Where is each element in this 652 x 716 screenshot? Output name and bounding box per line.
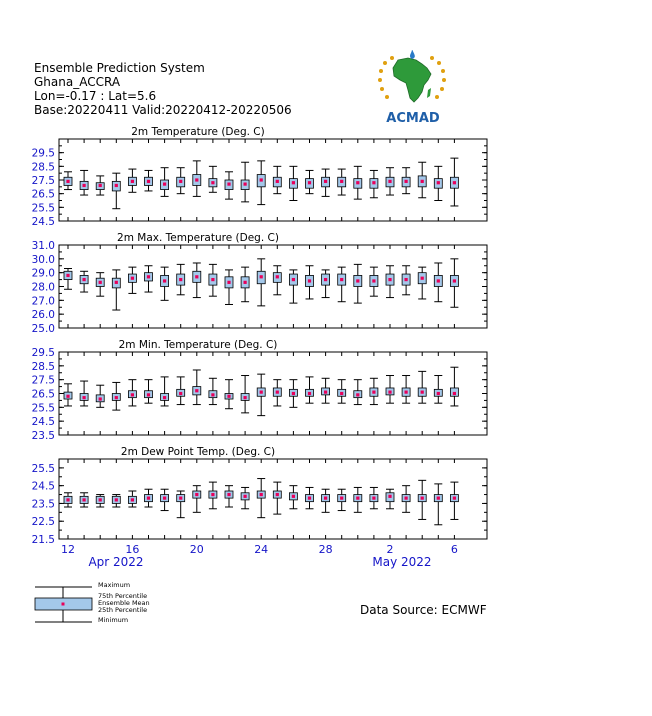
mean-marker [179, 392, 182, 395]
chart-title: 2m Temperature (Deg. C) [131, 126, 265, 138]
mean-marker [421, 180, 424, 183]
box-2022-04-25 [273, 380, 281, 406]
box-2022-04-27 [306, 170, 314, 193]
month-label: May 2022 [372, 555, 432, 569]
y-tick-label: 23.5 [31, 498, 55, 511]
box-2022-04-23 [241, 162, 249, 202]
mean-marker [276, 180, 279, 183]
box-2022-04-28 [322, 489, 330, 512]
box-2022-04-17 [145, 380, 153, 404]
mean-marker [195, 493, 198, 496]
mean-marker [195, 178, 198, 181]
box-2022-04-14 [96, 495, 104, 507]
box-2022-04-20 [193, 263, 201, 298]
mean-marker [340, 278, 343, 281]
mean-marker [372, 279, 375, 282]
mean-marker [388, 180, 391, 183]
mean-marker [340, 497, 343, 500]
mean-marker [292, 495, 295, 498]
y-tick-label: 28.0 [31, 281, 55, 294]
mean-marker [83, 184, 86, 187]
box-2022-05-02 [386, 266, 394, 298]
box-2022-05-02 [386, 489, 394, 509]
box-2022-05-03 [402, 486, 410, 513]
mean-marker [260, 275, 263, 278]
mean-marker [260, 493, 263, 496]
box-2022-04-22 [225, 270, 233, 305]
mean-marker [244, 183, 247, 186]
mean-marker [276, 493, 279, 496]
legend-graphic [35, 587, 92, 622]
system-title: Ensemble Prediction System [34, 61, 205, 75]
box-2022-04-14 [96, 176, 104, 195]
box-2022-04-12 [64, 172, 72, 190]
box-2022-04-30 [354, 264, 362, 303]
x-tick-label: 24 [254, 543, 269, 556]
mean-marker [83, 396, 86, 399]
mean-marker [211, 393, 214, 396]
mean-marker [147, 497, 150, 500]
mean-marker [115, 498, 118, 501]
mean-marker [276, 391, 279, 394]
y-tick-label: 23.5 [31, 430, 55, 442]
box-2022-04-16 [128, 380, 136, 406]
box-2022-04-20 [193, 486, 201, 513]
mean-marker [99, 281, 102, 284]
y-tick-label: 27.5 [31, 175, 55, 187]
mean-marker [324, 391, 327, 394]
chart-panel-2 [32, 232, 487, 335]
mean-marker [388, 391, 391, 394]
mean-marker [260, 391, 263, 394]
box-2022-04-21 [209, 264, 217, 296]
mean-marker [66, 498, 69, 501]
mean-marker [453, 392, 456, 395]
x-tick-label: 28 [318, 543, 333, 556]
legend-label-minimum: Minimum [98, 616, 129, 624]
mean-marker [453, 497, 456, 500]
y-tick-label: 31.0 [31, 240, 55, 252]
box-2022-04-22 [225, 380, 233, 409]
chart-title: 2m Min. Temperature (Deg. C) [118, 339, 278, 351]
box-2022-04-13 [80, 170, 88, 195]
box-2022-05-02 [386, 376, 394, 404]
mean-marker [99, 397, 102, 400]
mean-marker [163, 396, 166, 399]
mean-marker [179, 278, 182, 281]
mean-marker [405, 391, 408, 394]
legend-label-75th: 75th Percentile [98, 592, 148, 600]
station-name: Ghana_ACCRA [34, 75, 121, 89]
mean-marker [211, 278, 214, 281]
box-2022-05-06 [450, 367, 458, 406]
x-tick-label: 6 [450, 543, 458, 556]
mean-marker [421, 497, 424, 500]
box-2022-04-24 [257, 259, 265, 306]
box-2022-05-04 [418, 480, 426, 519]
box-2022-04-15 [112, 270, 120, 310]
box-2022-05-05 [434, 263, 442, 302]
legend-mean-marker [62, 603, 65, 606]
box-2022-04-29 [338, 169, 346, 195]
mean-marker [244, 495, 247, 498]
box-2022-04-19 [177, 377, 185, 405]
mean-marker [372, 497, 375, 500]
x-tick-label: 12 [61, 543, 75, 556]
box-2022-04-14 [96, 273, 104, 297]
box-2022-04-30 [354, 487, 362, 512]
legend-label-25th: 25th Percentile [98, 606, 148, 614]
box-2022-05-01 [370, 170, 378, 197]
mean-marker [453, 279, 456, 282]
box-2022-05-05 [434, 484, 442, 525]
box-2022-04-25 [273, 166, 281, 193]
mean-marker [356, 181, 359, 184]
box-2022-05-05 [434, 166, 442, 200]
data-source: Data Source: ECMWF [360, 603, 487, 617]
x-tick-label: 2 [386, 543, 394, 556]
box-2022-05-01 [370, 487, 378, 508]
box-2022-05-06 [450, 259, 458, 307]
box-2022-04-13 [80, 271, 88, 292]
box-2022-04-29 [338, 267, 346, 302]
box-2022-04-26 [289, 270, 297, 303]
y-tick-label: 27.0 [31, 295, 55, 308]
box-2022-04-12 [64, 269, 72, 290]
box-2022-04-19 [177, 168, 185, 194]
mean-marker [276, 275, 279, 278]
mean-marker [147, 275, 150, 278]
box-2022-04-15 [112, 382, 120, 410]
box-2022-04-25 [273, 482, 281, 514]
mean-marker [324, 278, 327, 281]
y-tick-label: 24.5 [31, 416, 55, 429]
y-tick-label: 26.5 [31, 388, 55, 401]
mean-marker [292, 392, 295, 395]
mean-marker [324, 180, 327, 183]
mean-marker [195, 389, 198, 392]
box-2022-04-23 [241, 267, 249, 302]
box-2022-05-04 [418, 162, 426, 198]
chart-panel-4 [32, 446, 487, 546]
box-2022-04-27 [306, 487, 314, 508]
mean-marker [99, 498, 102, 501]
box-2022-05-04 [418, 267, 426, 299]
mean-marker [260, 178, 263, 181]
mean-marker [388, 278, 391, 281]
coordinates: Lon=-0.17 : Lat=5.6 [34, 89, 157, 103]
box-2022-04-16 [128, 491, 136, 507]
mean-marker [388, 495, 391, 498]
month-label: Apr 2022 [88, 555, 144, 569]
box-2022-04-21 [209, 482, 217, 509]
mean-marker [405, 278, 408, 281]
mean-marker [437, 181, 440, 184]
y-tick-label: 25.5 [31, 202, 55, 215]
mean-marker [244, 396, 247, 399]
box-2022-05-06 [450, 158, 458, 206]
chart-title: 2m Max. Temperature (Deg. C) [117, 232, 279, 244]
y-tick-label: 24.5 [31, 480, 55, 493]
box-2022-04-28 [322, 378, 330, 403]
box-2022-05-03 [402, 266, 410, 295]
y-tick-label: 30.0 [31, 253, 55, 266]
y-tick-label: 26.0 [31, 309, 55, 322]
box-2022-04-14 [96, 385, 104, 407]
mean-marker [437, 497, 440, 500]
base-valid-dates: Base:20220411 Valid:20220412-20220506 [34, 103, 292, 117]
mean-marker [227, 281, 230, 284]
legend-label-mean: Ensemble Mean [98, 599, 150, 607]
box-2022-04-12 [64, 493, 72, 507]
mean-marker [66, 274, 69, 277]
box-2022-05-04 [418, 371, 426, 403]
mean-marker [227, 395, 230, 398]
box-2022-04-15 [112, 495, 120, 507]
box-2022-04-13 [80, 381, 88, 406]
box-2022-04-18 [161, 377, 169, 406]
x-tick-label: 16 [125, 543, 140, 556]
box-2022-04-21 [209, 166, 217, 192]
box-2022-05-03 [402, 168, 410, 194]
mean-marker [244, 281, 247, 284]
box-2022-04-26 [289, 380, 297, 408]
box-2022-04-16 [128, 267, 136, 293]
plot-frame [59, 245, 487, 328]
box-2022-04-16 [128, 169, 136, 192]
box-2022-04-19 [177, 264, 185, 294]
mean-marker [227, 183, 230, 186]
mean-marker [340, 392, 343, 395]
mean-marker [437, 279, 440, 282]
box-2022-04-29 [338, 380, 346, 404]
box-2022-04-30 [354, 380, 362, 405]
mean-marker [292, 181, 295, 184]
mean-marker [147, 180, 150, 183]
mean-marker [115, 396, 118, 399]
box-2022-04-28 [322, 169, 330, 196]
box-2022-04-18 [161, 489, 169, 510]
mean-marker [453, 181, 456, 184]
mean-marker [437, 392, 440, 395]
box-2022-04-17 [145, 489, 153, 507]
box-2022-04-24 [257, 374, 265, 416]
box-2022-04-21 [209, 378, 217, 404]
box-2022-04-22 [225, 172, 233, 199]
mean-marker [131, 498, 134, 501]
mean-marker [372, 391, 375, 394]
box-2022-04-20 [193, 370, 201, 405]
y-tick-label: 28.5 [31, 161, 55, 174]
box-2022-04-27 [306, 377, 314, 403]
box-2022-04-22 [225, 486, 233, 507]
chart-title: 2m Dew Point Temp. (Deg. C) [120, 446, 276, 458]
mean-marker [372, 181, 375, 184]
y-tick-label: 29.5 [31, 347, 55, 359]
box-2022-04-19 [177, 491, 185, 518]
mean-marker [227, 493, 230, 496]
mean-marker [405, 497, 408, 500]
mean-marker [308, 497, 311, 500]
y-tick-label: 29.5 [31, 147, 55, 160]
mean-marker [147, 393, 150, 396]
box-2022-04-15 [112, 173, 120, 209]
box-2022-05-01 [370, 267, 378, 296]
mean-marker [356, 497, 359, 500]
mean-marker [195, 275, 198, 278]
mean-marker [308, 181, 311, 184]
y-tick-label: 28.5 [31, 360, 55, 373]
mean-marker [99, 184, 102, 187]
mean-marker [405, 180, 408, 183]
mean-marker [131, 277, 134, 280]
box-2022-04-23 [241, 487, 249, 508]
legend-label-maximum: Maximum [98, 581, 131, 589]
mean-marker [211, 181, 214, 184]
mean-marker [131, 180, 134, 183]
y-tick-label: 22.5 [31, 516, 55, 529]
mean-marker [421, 391, 424, 394]
mean-marker [211, 493, 214, 496]
y-tick-label: 21.5 [31, 534, 55, 546]
box-2022-04-24 [257, 479, 265, 518]
y-tick-label: 25.0 [31, 323, 55, 335]
mean-marker [421, 277, 424, 280]
mean-marker [356, 393, 359, 396]
mean-marker [324, 497, 327, 500]
mean-marker [163, 183, 166, 186]
mean-marker [83, 498, 86, 501]
y-tick-label: 27.5 [31, 374, 55, 387]
box-2022-05-03 [402, 376, 410, 404]
box-2022-05-02 [386, 168, 394, 195]
mean-marker [308, 392, 311, 395]
box-2022-05-06 [450, 482, 458, 519]
box-2022-04-26 [289, 166, 297, 200]
logo-text: ACMAD [386, 111, 440, 126]
box-2022-04-17 [145, 170, 153, 191]
mean-marker [340, 180, 343, 183]
mean-marker [356, 279, 359, 282]
y-tick-label: 25.5 [31, 402, 55, 415]
box-2022-04-17 [145, 266, 153, 292]
box-2022-04-30 [354, 166, 362, 199]
mean-marker [115, 281, 118, 284]
box-2022-04-13 [80, 493, 88, 507]
y-tick-label: 26.5 [31, 188, 55, 201]
box-2022-05-05 [434, 376, 442, 404]
box-2022-04-18 [161, 267, 169, 300]
box-2022-04-18 [161, 168, 169, 197]
box-2022-04-26 [289, 486, 297, 509]
mean-marker [163, 279, 166, 282]
mean-marker [179, 497, 182, 500]
mean-marker [66, 180, 69, 183]
mean-marker [115, 184, 118, 187]
box-2022-04-28 [322, 270, 330, 298]
y-tick-label: 29.0 [31, 267, 55, 280]
mean-marker [131, 393, 134, 396]
box-2022-04-20 [193, 161, 201, 197]
chart-panel-3 [32, 339, 487, 442]
y-tick-label: 25.5 [31, 462, 55, 475]
mean-marker [308, 279, 311, 282]
box-2022-04-25 [273, 266, 281, 295]
chart-panel-1 [32, 126, 487, 228]
box-2022-04-29 [338, 489, 346, 510]
x-tick-label: 20 [189, 543, 204, 556]
box-2022-05-01 [370, 378, 378, 404]
mean-marker [83, 278, 86, 281]
y-tick-label: 24.5 [31, 216, 55, 228]
box-2022-04-23 [241, 376, 249, 413]
mean-marker [292, 278, 295, 281]
box-2022-04-12 [64, 384, 72, 406]
mean-marker [163, 497, 166, 500]
mean-marker [66, 395, 69, 398]
box-2022-04-27 [306, 266, 314, 299]
box-2022-04-24 [257, 161, 265, 205]
mean-marker [179, 180, 182, 183]
